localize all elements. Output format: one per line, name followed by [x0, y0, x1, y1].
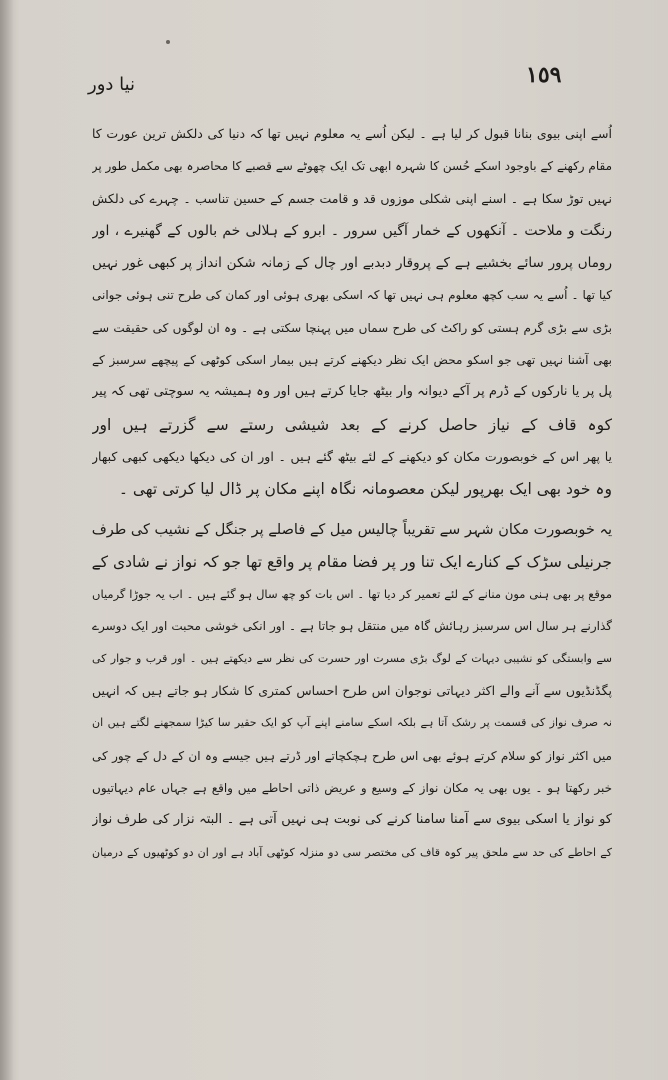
text-line: بڑی سے بڑی گرم ہستی کو راکٹ کی طرح سماں میں پہنچا سکتی ہے ۔ وہ ان لوگوں کی حقیقت سے	[92, 320, 612, 335]
text-line: یہ خوبصورت مکان شہر سے تقریباً چالیس میل کے فاصلے پر جنگل کے نشیب کی طرف	[92, 521, 612, 538]
paragraph-1	[92, 118, 612, 506]
text-line: گذارنے ہر سال اس سرسبز رہائش گاہ میں منتقل ہو جاتا ہے ۔ اور انکی خوشی محبت اور ایک دوسرے	[92, 619, 612, 634]
text-line: وہ خود بھی ایک بھرپور لیکن معصومانہ نگاہ اپنے مکان پر ڈال لیا کرتی تھی ۔	[118, 480, 612, 499]
text-line: نہ صرف نواز کی قسمت پر رشک آتا ہے بلکہ اسکے سامنے اپنے آپ کو ایک حقیر سا کیڑا سمجھنے لگتے ہیں ان	[92, 716, 612, 730]
text-line: خبر رکھتا ہو ۔ یوں بھی یہ مکان نواز کے وسیع و عریض ذاتی احاطے میں واقع ہے جہاں عام دیہاتیوں	[92, 780, 612, 795]
text-line: پگڈنڈیوں سے آنے والے اکثر دیہاتی نوجوان اس طرح احساس کمتری کا شکار ہو جاتے ہیں کہ انہیں	[92, 683, 612, 699]
text-line: پل پر یا نارکوں کے ڈرم پر آکے دیوانہ وار بیٹھ جایا کرتے ہیں اور وہ ہمیشہ یہ سوچتی تھی کہ پیر	[92, 384, 612, 400]
running-title: نیا دور	[88, 74, 136, 95]
text-line: کو نواز یا اسکی بیوی سے آمنا سامنا کرنے کی نوبت ہی نہیں آتی ہے ۔ البتہ نزار کی طرف نواز	[92, 812, 612, 828]
text-line: مقام رکھنے کے باوجود اسکے حُسن کا شہرہ ابھی تک ایک چھوٹے سے قصبے کا محاصرہ بھی مکمل طور پر	[92, 159, 612, 174]
text-line: کیا تھا ۔ اُسے یہ سب کچھ معلوم ہی نہیں تھا کہ اسکی بھری ہوئی اور کمان کی طرح تنی ہوئی جوانی	[92, 288, 612, 303]
text-line: اُسے اپنی بیوی بنانا قبول کر لیا ہے ۔ لیکن اُسے یہ معلوم نہیں تھا کہ دنیا کی دلکش ترین عورت کا	[92, 126, 612, 141]
text-line: نہیں توڑ سکا ہے ۔ اسنے اپنی شکلی موزوں قد و قامت جسم کے حسین تناسب ۔ چہرے کی دلکش	[92, 190, 612, 206]
text-line: سے وابستگی کو نشیبی دیہات کے لوگ بڑی مسرت اور حسرت کی نظر سے دیکھتے ہیں ۔ اور قرب و جوار کی	[92, 651, 612, 665]
paragraph-2	[92, 514, 612, 869]
page-number: ١٥٩	[526, 62, 562, 88]
body-text	[92, 118, 612, 869]
binding-shadow	[0, 0, 14, 1080]
text-line: کوہ قاف کے نیاز حاصل کرنے کے بعد شیشی رستے سے گزرتے ہیں اور	[92, 415, 612, 434]
text-line: جرنیلی سڑک کے کنارے ایک تنا ور پر فضا مقام پر واقع تھا جو کہ نواز نے شادی کے	[92, 552, 612, 571]
text-line: رنگت و ملاحت ۔ آنکھوں کے خمار آگیں سرور ۔ ابرو کے ہلالی خم بالوں کے گھنیرے ، اور	[92, 222, 612, 239]
paragraph-break	[92, 506, 612, 514]
ink-speck	[166, 40, 170, 44]
text-line: بھی آشنا نہیں تھی جو اسکو محض ایک نظر دیکھنے کرتے ہیں بیمار اسکی کوٹھی کے پیچھے سرسبز کے	[92, 353, 612, 368]
text-line: روماں پرور سائے بخشیے ہے کے پروقار دبدبے اور چال کے زمانہ شکن انداز پر کبھی غور نہیں	[92, 255, 612, 272]
text-line: موقع پر بھی ہنی مون منانے کے لئے تعمیر کر دیا تھا ۔ اس بات کو چھ سال ہو گئے ہیں ۔ اب یہ جوڑا گرمیاں	[92, 587, 612, 602]
text-line: یا پھر اس کے خوبصورت مکان کو دیکھنے کے لئے بیٹھ گئے ہیں ۔ اور ان کی دیکھا دیکھی کبھی کبھار	[92, 448, 612, 464]
text-line: میں اکثر نواز کو سلام کرتے ہوئے بھی اس طرح ہچکچاتے اور ڈرتے ہیں جیسے وہ ان کے دل کے چور کی	[92, 748, 612, 763]
text-line: کے احاطے کی حد سے ملحق پیر کوہ قاف کی مختصر سی دو منزلہ کوٹھی آباد ہے اور ان دو کوٹھیوں کے درمیان	[92, 845, 612, 859]
